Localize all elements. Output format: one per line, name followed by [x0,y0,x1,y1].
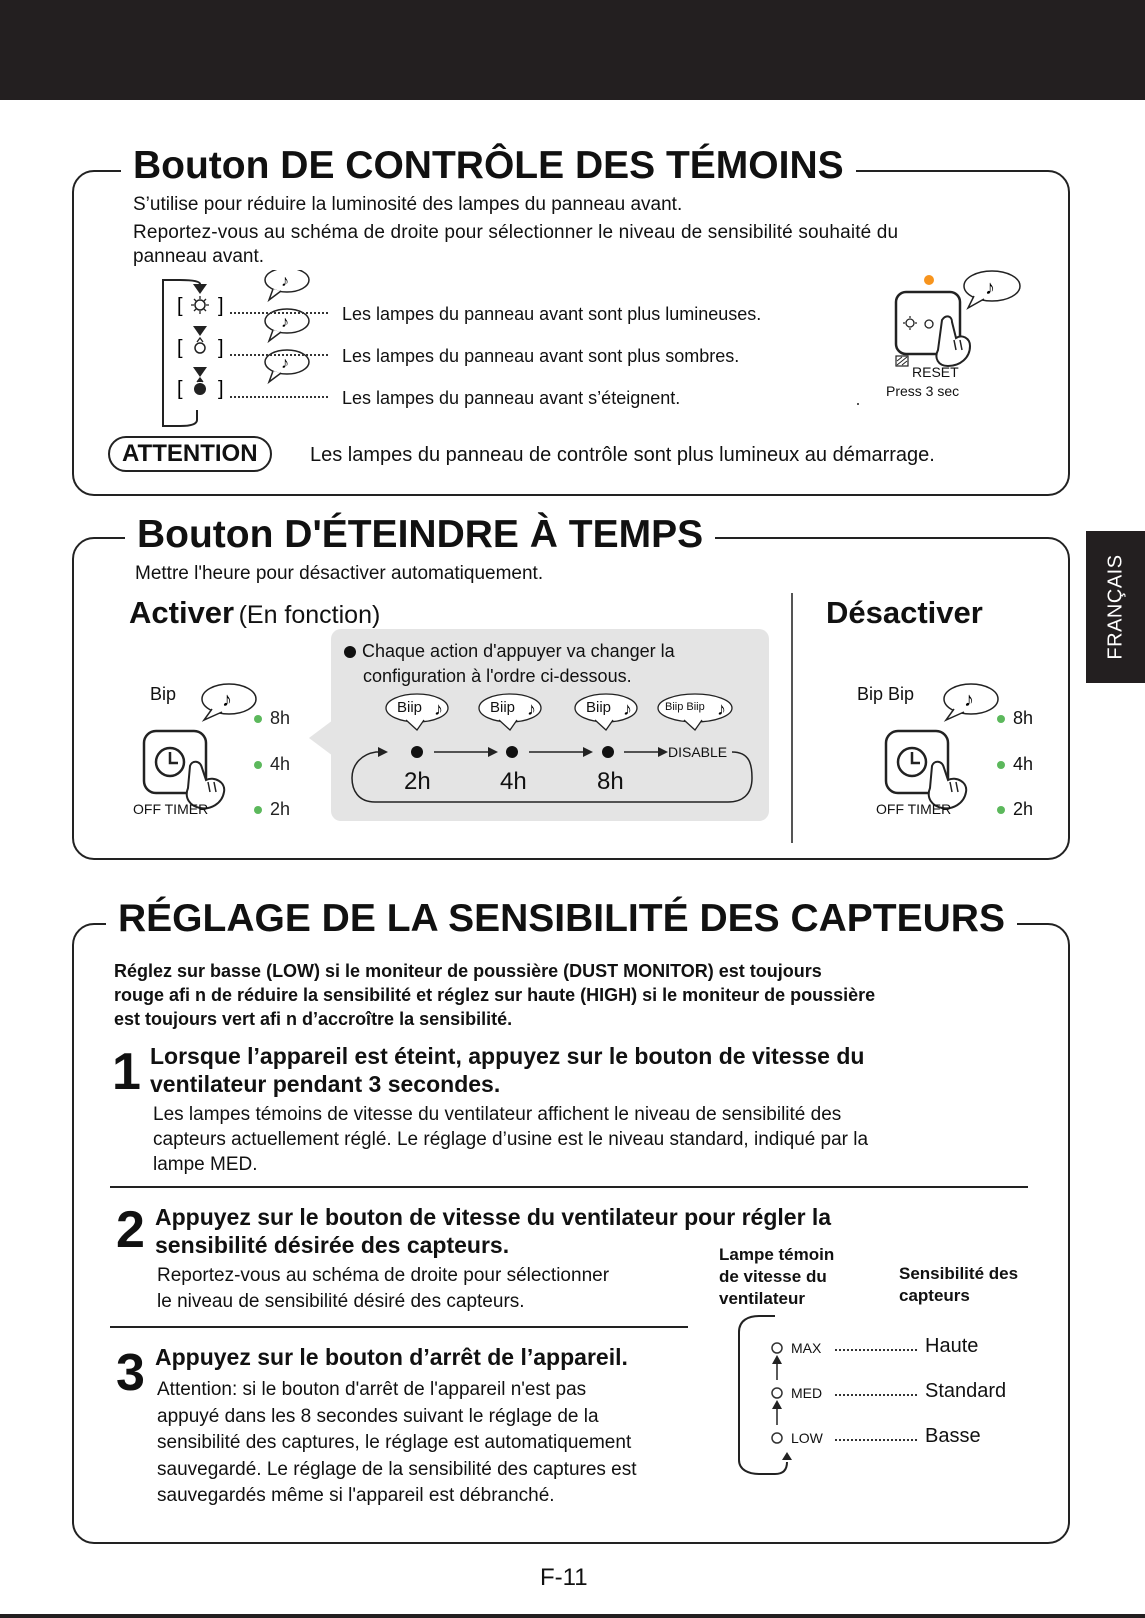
step-number-3: 3 [116,1344,145,1402]
hour-indicator-4h-right: 4h [997,754,1033,775]
svg-text:♪: ♪ [222,689,232,711]
step-divider [110,1186,1028,1188]
off-timer-label: OFF TIMER [133,801,209,817]
language-tab-label: FRANÇAIS [1104,554,1126,660]
leader-dots [230,396,328,398]
step-number-2: 2 [116,1201,145,1259]
step2-heading: Appuyez sur le bouton de vitesse du ventilateur pour régler la sensibilité désirée des capteurs. [155,1204,832,1258]
bip-sequence-3: Biip [586,699,612,716]
attention-text: Les lampes du panneau de contrôle sont plus lumineux au démarrage. [310,444,935,466]
svg-text:♪: ♪ [434,699,443,719]
bottom-bar [0,1614,1145,1618]
hour-indicator-4h: 4h [254,754,290,775]
beep-bubble-icon [265,270,309,300]
dim-lamp-icon [177,337,224,359]
svg-text:[: [ [177,337,183,359]
activate-title-sub: (En fonction) [238,601,381,629]
beep-bubble-icon [202,684,256,720]
svg-text:[: [ [177,378,183,400]
beep-bubble-icon [964,271,1020,308]
bright-lamp-icon [177,295,224,317]
lamp-low-label: LOW [791,1430,823,1446]
section2-divider [791,593,793,843]
sequence-hour-8h: 8h [597,768,624,795]
section1-intro2b: panneau avant. [133,246,265,267]
leader-dots [230,312,328,314]
reset-label: RESET [912,364,959,380]
light-level-diagram [155,270,340,430]
beep-bubble-icon [944,684,998,720]
svg-text:♪: ♪ [527,699,536,719]
sensitivity-low-label: Basse [925,1425,981,1447]
step2-body: Reportez-vous au schéma de droite pour sélectionner le niveau de sensibilité désiré des capteurs. [157,1265,610,1312]
attention-badge: ATTENTION [108,436,272,472]
lamp-column-header: Lampe témoin de vitesse du ventilateur [719,1245,835,1308]
leader-dots [230,354,328,356]
disable-label: DISABLE [668,744,728,760]
section1-title: Bouton DE CONTRÔLE DES TÉMOINS [121,144,856,188]
svg-text:♪: ♪ [281,273,289,290]
svg-text:♪: ♪ [717,699,726,719]
language-tab [1086,531,1145,683]
step3-body: Attention: si le bouton d'arrêt de l'appareil n'est pas appuyé dans les 8 secondes suivant le réglage de la sensibilité des captures, le réglage est automatiquement sauvegardé. Le réglage de la sensibilité des captures est sauvegardés même si l'appareil est débranché. [157,1379,637,1506]
page-number: F-11 [540,1564,588,1591]
bip-sequence-4: Biip Biip [665,701,705,713]
off-lamp-icon [177,378,224,400]
level-off-text: Les lampes du panneau avant s’éteignent. [342,388,681,408]
sensitivity-column-header: Sensibilité des capteurs [899,1264,1019,1305]
step1-body: Les lampes témoins de vitesse du ventilateur affichent le niveau de sensibilité des capteurs actuellement réglé. Le réglage d’usine est le niveau standard, indiqué par la lampe MED. [153,1104,869,1175]
timer-info-line1: Chaque action d'appuyer va changer la [344,641,675,662]
leader-dots [835,1439,917,1441]
section2-intro: Mettre l'heure pour désactiver automatiquement. [135,563,544,584]
svg-text:[: [ [177,295,183,317]
deactivate-title: Désactiver [826,595,983,630]
section1-intro1: S’utilise pour réduire la luminosité des lampes du panneau avant. [133,194,683,215]
level-dim-text: Les lampes du panneau avant sont plus sombres. [342,346,740,366]
hour-indicator-2h: 2h [254,799,290,820]
activate-title [129,595,380,631]
svg-text:♪: ♪ [964,689,974,711]
svg-text:♪: ♪ [281,314,289,331]
leader-dots [835,1349,917,1351]
sensitivity-high-label: Haute [925,1335,979,1357]
bip-bip-label: Bip Bip [857,684,915,704]
light-control-button[interactable] [890,268,1030,378]
lamp-med-label: MED [791,1385,823,1401]
svg-text:♪: ♪ [623,699,632,719]
svg-text:]: ] [218,295,224,317]
step-number-1: 1 [112,1043,141,1101]
section1-intro2a: Reportez-vous au schéma de droite pour sélectionner le niveau de sensibilité souhaité du [133,222,899,243]
section3-title: RÉGLAGE DE LA SENSIBILITÉ DES CAPTEURS [106,897,1017,941]
section3-intro: Réglez sur basse (LOW) si le moniteur de poussière (DUST MONITOR) est toujours rouge afi n de réduire la sensibilité et réglez sur haute (HIGH) si le moniteur de poussière est toujours vert afi n d’accroître la sensibilité. [114,961,876,1029]
timer-info-line2: configuration à l'ordre ci-dessous. [363,666,632,686]
svg-text:]: ] [218,378,224,400]
leader-dots [835,1394,917,1396]
off-timer-button[interactable] [140,676,260,816]
fan-speed-cycle-diagram [735,1312,795,1482]
sensitivity-standard-label: Standard [925,1380,1007,1402]
svg-text:♪: ♪ [281,355,289,372]
bip-label: Bip [150,684,177,704]
callout-pointer [309,720,333,760]
hour-indicator-8h-right: 8h [997,708,1033,729]
lamp-max-label: MAX [791,1340,822,1356]
svg-text:♪: ♪ [985,277,995,299]
step-divider [110,1326,688,1328]
step1-heading: Lorsque l’appareil est éteint, appuyez sur le bouton de vitesse du ventilateur pendant 3 secondes. [150,1043,865,1097]
svg-text:]: ] [218,337,224,359]
small-dot [857,403,859,405]
press-duration-label: Press 3 sec [886,383,960,399]
hour-indicator-2h-right: 2h [997,799,1033,820]
section2-title: Bouton D'ÉTEINDRE À TEMPS [125,513,715,557]
activate-title-main: Activer [129,595,235,630]
sequence-hour-2h: 2h [404,768,431,795]
header-bar [0,0,1145,100]
pointing-hand-icon [936,316,970,366]
bip-sequence-1: Biip [397,699,423,716]
step3-heading: Appuyez sur le bouton d’arrêt de l’appareil. [155,1344,628,1370]
off-timer-button-right[interactable] [882,676,1002,816]
hour-indicator-8h: 8h [254,708,290,729]
off-timer-label-right: OFF TIMER [876,801,952,817]
sequence-hour-4h: 4h [500,768,527,795]
bip-sequence-2: Biip [490,699,516,716]
level-bright-text: Les lampes du panneau avant sont plus lumineuses. [342,304,762,324]
